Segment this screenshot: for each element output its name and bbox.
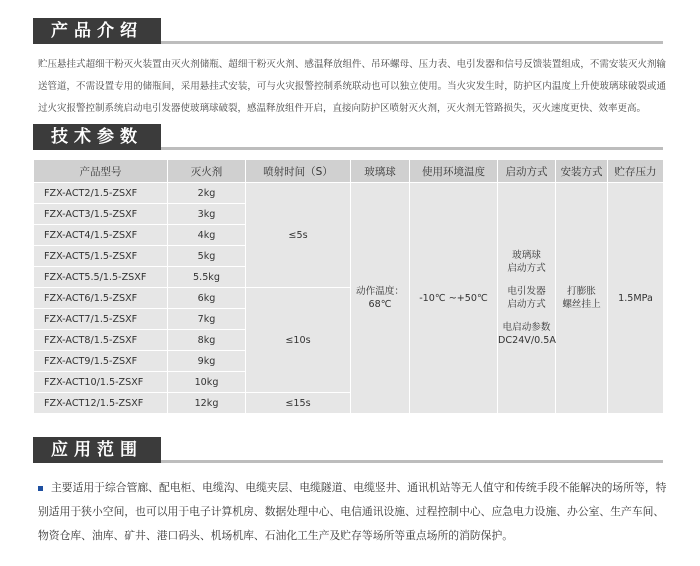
glass-ball-line: 68℃	[368, 299, 392, 310]
model-cell: FZX-ACT12/1.5-ZSXF	[34, 393, 168, 414]
section-rule	[161, 41, 663, 44]
model-cell: FZX-ACT7/1.5-ZSXF	[34, 309, 168, 330]
env-temp-cell: -10℃ ~+50℃	[410, 183, 498, 414]
agent-cell: 4kg	[168, 225, 246, 246]
section-title: 应用范围	[51, 440, 143, 460]
spray-time-cell: ≤10s	[246, 288, 351, 393]
start-mode-line: 电启动参数	[502, 322, 551, 333]
model-cell: FZX-ACT9/1.5-ZSXF	[34, 351, 168, 372]
start-mode-line: 电引发器	[507, 286, 546, 297]
agent-cell: 10kg	[168, 372, 246, 393]
install-mode-line: 螺丝挂上	[562, 299, 601, 310]
agent-cell: 5kg	[168, 246, 246, 267]
pressure-cell: 1.5MPa	[608, 183, 664, 414]
agent-cell: 2kg	[168, 183, 246, 204]
bullet-icon	[38, 486, 43, 491]
glass-ball-line: 动作温度：	[356, 286, 404, 297]
agent-cell: 8kg	[168, 330, 246, 351]
agent-cell: 6kg	[168, 288, 246, 309]
model-cell: FZX-ACT8/1.5-ZSXF	[34, 330, 168, 351]
agent-cell: 3kg	[168, 204, 246, 225]
spec-table	[33, 159, 664, 414]
section-header-spec	[33, 124, 663, 150]
model-cell: FZX-ACT10/1.5-ZSXF	[34, 372, 168, 393]
agent-cell: 9kg	[168, 351, 246, 372]
header-spray-time: 喷射时间（S）	[246, 160, 351, 183]
section-rule	[161, 147, 663, 150]
section-header-application	[33, 437, 663, 463]
intro-paragraph: 贮压悬挂式超细干粉灭火装置由灭火剂储瓶、超细干粉灭火剂、感温释放组件、吊环螺母、压力表、电引发器和信号反馈装置组成，不需安装灭火剂输送管道，不需设置专用的储瓶间，采用悬挂式安装，可与火灾报警控制系统联动也可以独立使用。当火灾发生时，防护区内温度上升使玻璃球破裂或通过火灾报警控制系统启动电引发器使玻璃球破裂，感温释放组件开启，直接向防护区喷射灭火剂，灭火剂无管路损失，灭火速度更快、效率更高。	[38, 59, 666, 114]
start-mode-line: DC24V/0.5A	[498, 335, 556, 346]
application-paragraph	[38, 476, 668, 548]
model-cell: FZX-ACT5.5/1.5-ZSXF	[34, 267, 168, 288]
agent-cell: 5.5kg	[168, 267, 246, 288]
start-mode-line: 启动方式	[507, 263, 546, 274]
model-cell: FZX-ACT2/1.5-ZSXF	[34, 183, 168, 204]
agent-cell: 12kg	[168, 393, 246, 414]
header-env-temp: 使用环境温度	[410, 160, 498, 183]
agent-cell: 7kg	[168, 309, 246, 330]
section-title: 产品介绍	[51, 21, 143, 41]
table-header-row	[34, 160, 664, 183]
model-cell: FZX-ACT4/1.5-ZSXF	[34, 225, 168, 246]
section-title: 技术参数	[51, 127, 143, 147]
glass-ball-cell	[351, 183, 410, 414]
start-mode-line: 启动方式	[507, 299, 546, 310]
section-tab	[33, 437, 161, 463]
start-mode-line: 玻璃球	[512, 250, 541, 261]
model-cell: FZX-ACT5/1.5-ZSXF	[34, 246, 168, 267]
table-row	[34, 183, 664, 204]
model-cell: FZX-ACT3/1.5-ZSXF	[34, 204, 168, 225]
section-tab	[33, 124, 161, 150]
header-pressure: 贮存压力	[608, 160, 664, 183]
spray-time-cell: ≤15s	[246, 393, 351, 414]
header-glass-ball: 玻璃球	[351, 160, 410, 183]
header-install-mode: 安装方式	[556, 160, 608, 183]
header-model: 产品型号	[34, 160, 168, 183]
header-agent: 灭火剂	[168, 160, 246, 183]
start-mode-cell	[498, 183, 556, 414]
spray-time-cell: ≤5s	[246, 183, 351, 288]
header-start-mode: 启动方式	[498, 160, 556, 183]
model-cell: FZX-ACT6/1.5-ZSXF	[34, 288, 168, 309]
application-text: 主要适用于综合管廊、配电柜、电缆沟、电缆夹层、电缆隧道、电缆竖井、通讯机站等无人值守和传统手段不能解决的场所等，特别适用于狭小空间，也可以用于电子计算机房、数据处理中心、电信通讯设施、过程控制中心、应急电力设施、办公室、生产车间、物资仓库、油库、矿井、港口码头、机场机库、石油化工生产及贮存等场所等重点场所的消防保护。	[38, 481, 667, 542]
section-tab	[33, 18, 161, 44]
install-mode-cell	[556, 183, 608, 414]
section-rule	[161, 460, 663, 463]
install-mode-line: 打膨胀	[567, 286, 596, 297]
section-header-intro	[33, 18, 663, 44]
